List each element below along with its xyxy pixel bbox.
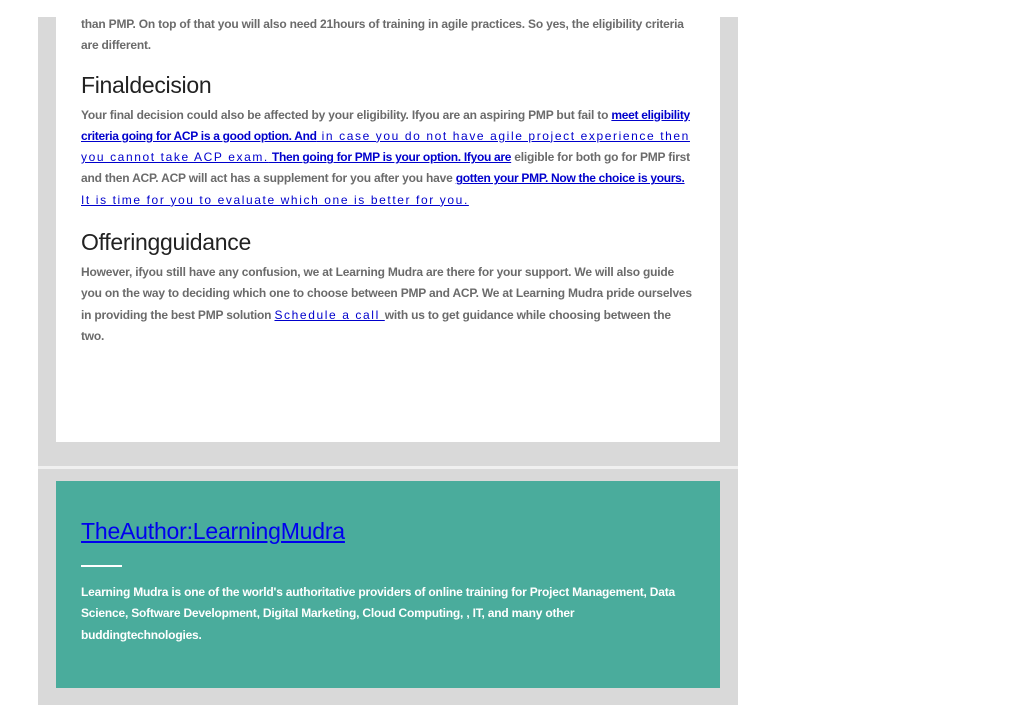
final-link-4[interactable]: gotten your PMP. Now the choice is yours. bbox=[455, 171, 685, 186]
author-title-link[interactable]: TheAuthor:LearningMudra bbox=[81, 518, 345, 544]
author-box bbox=[56, 481, 720, 688]
offer-text-1: However, ifyou still have any confusion, we at Learning Mudra are there for your support. We will also guide you on the way to deciding which one to choose between PMP and ACP. We at Learning Mudra pride ourselves in providing the best PMP solution bbox=[81, 265, 692, 322]
final-link-3[interactable]: Then going for PMP is your option. Ifyou are bbox=[268, 150, 512, 165]
final-link-1[interactable]: meet eligibility criteria going for ACP is a good option. And bbox=[81, 107, 690, 143]
final-link-2[interactable]: in case you do not have agile project experience then you cannot take ACP exam. bbox=[81, 128, 690, 165]
author-frame bbox=[38, 469, 738, 705]
article-card bbox=[56, 17, 720, 442]
schedule-call-link[interactable]: Schedule a call bbox=[274, 307, 385, 322]
article-content bbox=[81, 17, 696, 347]
author-bio: Learning Mudra is one of the world's authoritative providers of online training for Project Management, Data Science, Software Development, Digital Marketing, Cloud Computing, , IT, and many other buddingtechnologies. bbox=[81, 585, 675, 642]
final-text-1: Your final decision could also be affected by your eligibility. Ifyou are an aspiring PMP but fail to bbox=[81, 107, 612, 122]
article-frame bbox=[38, 17, 738, 467]
final-decision-heading: Finaldecision bbox=[81, 71, 212, 98]
offering-guidance-paragraph bbox=[81, 262, 696, 347]
final-link-5[interactable]: It is time for you to evaluate which one is better for you. bbox=[81, 192, 469, 207]
final-text-2: eligible for both go for PMP first and then ACP. ACP will act has a supplement for you after you have bbox=[81, 150, 690, 186]
offering-guidance-heading: Offeringguidance bbox=[81, 229, 251, 256]
final-decision-paragraph bbox=[81, 105, 696, 211]
intro-paragraph: than PMP. On top of that you will also need 21hours of training in agile practices. So yes, the eligibility criteria are different. bbox=[81, 17, 684, 53]
author-divider bbox=[81, 565, 122, 567]
offer-text-2: with us to get guidance while choosing between the two. bbox=[81, 307, 671, 343]
